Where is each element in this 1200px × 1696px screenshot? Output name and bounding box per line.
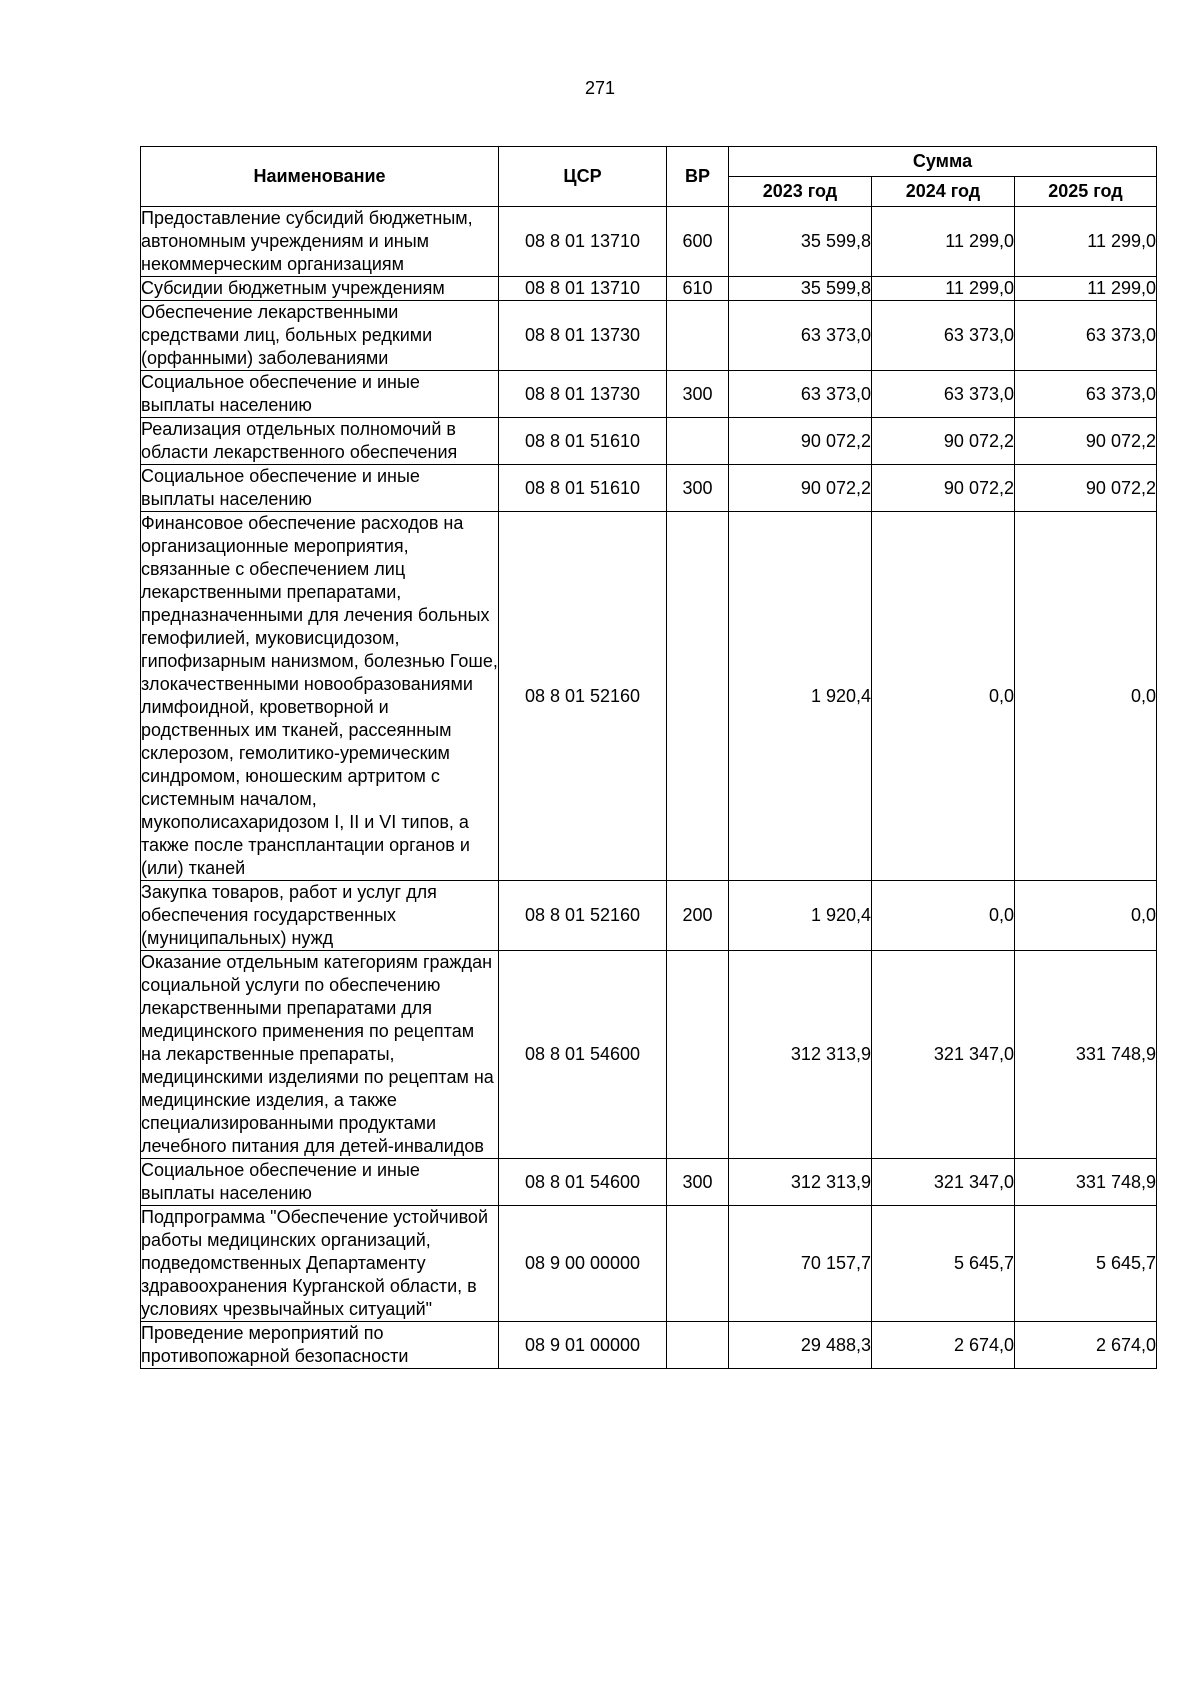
row-name: Закупка товаров, работ и услуг для обеспечения государственных (муниципальных) нужд xyxy=(141,881,499,951)
row-sum-2025: 90 072,2 xyxy=(1015,418,1157,465)
row-name: Реализация отдельных полномочий в области лекарственного обеспечения xyxy=(141,418,499,465)
row-sum-2024: 2 674,0 xyxy=(872,1322,1015,1369)
row-sum-2025: 0,0 xyxy=(1015,881,1157,951)
table-row xyxy=(141,1206,1157,1322)
row-sum-2024: 63 373,0 xyxy=(872,301,1015,371)
row-sum-2024: 90 072,2 xyxy=(872,465,1015,512)
row-sum-2023: 70 157,7 xyxy=(729,1206,872,1322)
table-body xyxy=(141,207,1157,1369)
table-row xyxy=(141,371,1157,418)
table-row xyxy=(141,512,1157,881)
row-vr xyxy=(667,1206,729,1322)
page-number: 271 xyxy=(584,78,616,98)
table-row xyxy=(141,207,1157,277)
row-sum-2024: 5 645,7 xyxy=(872,1206,1015,1322)
row-vr: 300 xyxy=(667,371,729,418)
row-csr: 08 8 01 54600 xyxy=(499,951,667,1159)
row-csr: 08 8 01 13710 xyxy=(499,277,667,301)
header-sum: Сумма xyxy=(729,147,1157,177)
row-vr: 600 xyxy=(667,207,729,277)
header-csr: ЦСР xyxy=(499,147,667,207)
row-sum-2023: 1 920,4 xyxy=(729,512,872,881)
row-sum-2025: 0,0 xyxy=(1015,512,1157,881)
row-vr xyxy=(667,512,729,881)
row-name: Финансовое обеспечение расходов на организационные мероприятия, связанные с обеспечением лиц лекарственными препаратами, предназначенными для лечения больных гемофилией, муковисцидозом, гипофизарным нанизмом, болезнью Гоше, злокачественными новообразованиями лимфоидной, кроветворной и родственных им тканей, рассеянным склерозом, гемолитико-уремическим синдромом, юношеским артритом с системным началом, мукополисахаридозом I, II и VI типов, а также после трансплантации органов и (или) тканей xyxy=(141,512,499,881)
row-sum-2025: 63 373,0 xyxy=(1015,301,1157,371)
row-csr: 08 8 01 52160 xyxy=(499,881,667,951)
row-sum-2023: 312 313,9 xyxy=(729,1159,872,1206)
row-csr: 08 8 01 54600 xyxy=(499,1159,667,1206)
row-name: Проведение мероприятий по противопожарной безопасности xyxy=(141,1322,499,1369)
table-row xyxy=(141,1159,1157,1206)
table-row xyxy=(141,301,1157,371)
row-sum-2024: 321 347,0 xyxy=(872,1159,1015,1206)
row-name: Оказание отдельным категориям граждан социальной услуги по обеспечению лекарственными препаратами для медицинского применения по рецептам на лекарственные препараты, медицинскими изделиями по рецептам на медицинские изделия, а также специализированными продуктами лечебного питания для детей-инвалидов xyxy=(141,951,499,1159)
row-sum-2024: 63 373,0 xyxy=(872,371,1015,418)
row-sum-2023: 90 072,2 xyxy=(729,465,872,512)
row-sum-2025: 5 645,7 xyxy=(1015,1206,1157,1322)
row-sum-2023: 35 599,8 xyxy=(729,207,872,277)
row-sum-2024: 0,0 xyxy=(872,512,1015,881)
row-csr: 08 9 01 00000 xyxy=(499,1322,667,1369)
row-vr xyxy=(667,301,729,371)
row-csr: 08 8 01 13730 xyxy=(499,371,667,418)
row-name: Социальное обеспечение и иные выплаты населению xyxy=(141,465,499,512)
row-sum-2023: 90 072,2 xyxy=(729,418,872,465)
row-vr: 300 xyxy=(667,465,729,512)
row-csr: 08 8 01 13730 xyxy=(499,301,667,371)
header-vr: ВР xyxy=(667,147,729,207)
row-sum-2025: 90 072,2 xyxy=(1015,465,1157,512)
table-row xyxy=(141,1322,1157,1369)
header-row-1 xyxy=(141,147,1157,177)
row-csr: 08 8 01 13710 xyxy=(499,207,667,277)
row-sum-2023: 1 920,4 xyxy=(729,881,872,951)
row-vr: 300 xyxy=(667,1159,729,1206)
row-name: Обеспечение лекарственными средствами лиц, больных редкими (орфанными) заболеваниями xyxy=(141,301,499,371)
row-vr: 200 xyxy=(667,881,729,951)
row-csr: 08 8 01 51610 xyxy=(499,418,667,465)
header-name: Наименование xyxy=(141,147,499,207)
header-year-2025: 2025 год xyxy=(1015,177,1157,207)
row-vr: 610 xyxy=(667,277,729,301)
row-sum-2023: 29 488,3 xyxy=(729,1322,872,1369)
header-year-2023: 2023 год xyxy=(729,177,872,207)
row-csr: 08 8 01 51610 xyxy=(499,465,667,512)
row-sum-2024: 0,0 xyxy=(872,881,1015,951)
row-sum-2025: 331 748,9 xyxy=(1015,951,1157,1159)
row-csr: 08 9 00 00000 xyxy=(499,1206,667,1322)
row-name: Предоставление субсидий бюджетным, автономным учреждениям и иным некоммерческим организациям xyxy=(141,207,499,277)
table-row xyxy=(141,951,1157,1159)
row-sum-2023: 312 313,9 xyxy=(729,951,872,1159)
row-sum-2025: 2 674,0 xyxy=(1015,1322,1157,1369)
table-row xyxy=(141,418,1157,465)
row-name: Подпрограмма "Обеспечение устойчивой работы медицинских организаций, подведомственных Департаменту здравоохранения Курганской области, в условиях чрезвычайных ситуаций" xyxy=(141,1206,499,1322)
row-csr: 08 8 01 52160 xyxy=(499,512,667,881)
table-row xyxy=(141,881,1157,951)
row-vr xyxy=(667,1322,729,1369)
row-sum-2024: 11 299,0 xyxy=(872,277,1015,301)
row-vr xyxy=(667,951,729,1159)
budget-table xyxy=(140,146,1157,1369)
row-name: Субсидии бюджетным учреждениям xyxy=(141,277,499,301)
row-sum-2024: 11 299,0 xyxy=(872,207,1015,277)
table-header xyxy=(141,147,1157,207)
row-sum-2023: 63 373,0 xyxy=(729,371,872,418)
row-sum-2025: 63 373,0 xyxy=(1015,371,1157,418)
row-name: Социальное обеспечение и иные выплаты населению xyxy=(141,1159,499,1206)
row-sum-2024: 90 072,2 xyxy=(872,418,1015,465)
row-sum-2025: 331 748,9 xyxy=(1015,1159,1157,1206)
row-sum-2025: 11 299,0 xyxy=(1015,207,1157,277)
row-sum-2025: 11 299,0 xyxy=(1015,277,1157,301)
table-row xyxy=(141,465,1157,512)
header-year-2024: 2024 год xyxy=(872,177,1015,207)
row-name: Социальное обеспечение и иные выплаты населению xyxy=(141,371,499,418)
row-sum-2023: 35 599,8 xyxy=(729,277,872,301)
table-row xyxy=(141,277,1157,301)
row-vr xyxy=(667,418,729,465)
row-sum-2023: 63 373,0 xyxy=(729,301,872,371)
row-sum-2024: 321 347,0 xyxy=(872,951,1015,1159)
